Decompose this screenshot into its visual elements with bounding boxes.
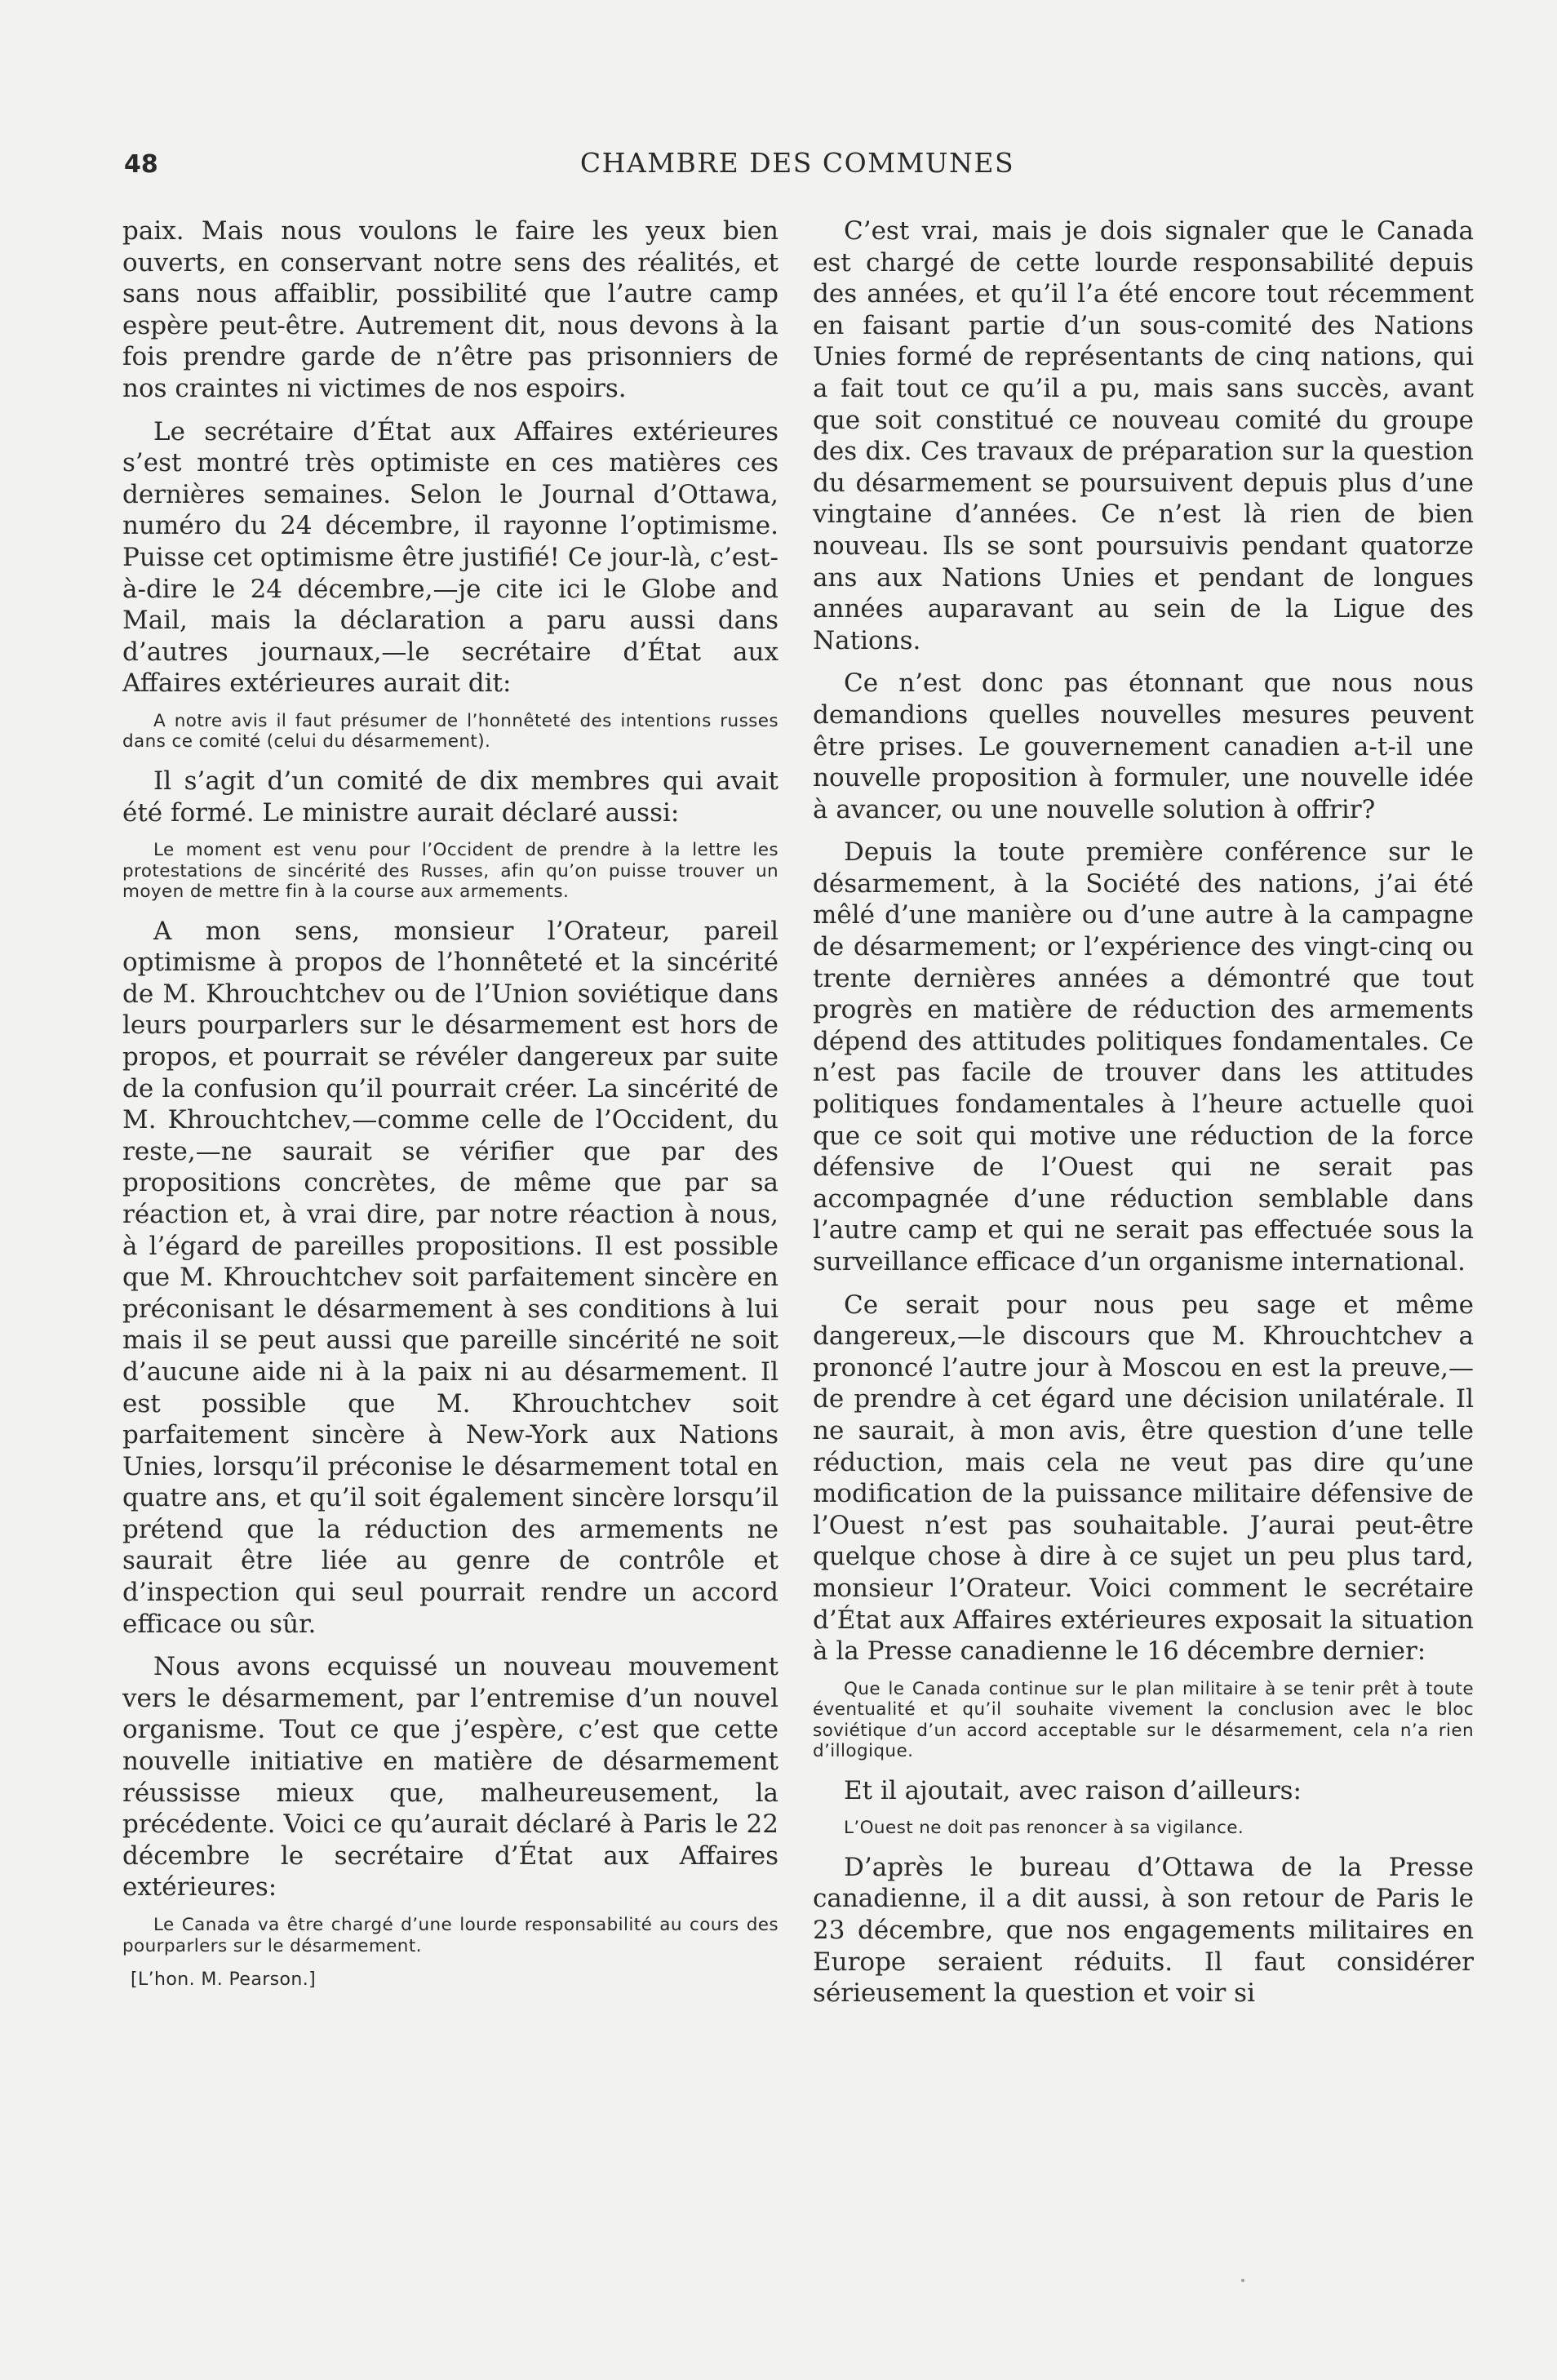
paragraph: Le secrétaire d’État aux Affaires extérieures s’est montré très optimiste en ces matières ces dernières semaines. Selon le Journal d’Ottawa, numéro du 24 décembre, il rayonne l’optimisme. Puisse cet optimisme être justifié! Ce jour-là, c’est-à-dire le 24 décembre,—je cite ici le Globe and Mail, mais la déclaration a paru aussi dans d’autres journaux,—le secrétaire d’État aux Affaires extérieures aurait dit:: [122, 416, 778, 699]
left-column: [122, 215, 778, 1991]
paragraph: paix. Mais nous voulons le faire les yeux bien ouverts, en conservant notre sens des réalités, et sans nous affaiblir, possibilité que l’autre camp espère peut-être. Autrement dit, nous devons à la fois prendre garde de n’être pas prisonniers de nos craintes ni victimes de nos espoirs.: [122, 216, 778, 403]
paragraph: Nous avons ecquissé un nouveau mouvement vers le désarmement, par l’entremise d’un nouvel organisme. Tout ce que j’espère, c’est que cette nouvelle initiative en matière de désarmement réussisse mieux que, malheureusement, la précédente. Voici ce qu’aurait déclaré à Paris le 22 décembre le secrétaire d’État aux Affaires extérieures:: [122, 1652, 778, 1903]
block-quote: L’Ouest ne doit pas renoncer à sa vigilance.: [844, 1818, 1244, 1839]
scan-speck: [1241, 2279, 1244, 2282]
paragraph: Ce serait pour nous peu sage et même dangereux,—le discours que M. Khrouchtchev a prononcé l’autre jour à Moscou en est la preuve,—de prendre à cet égard une décision unilatérale. Il ne saurait, à mon avis, être question d’une telle réduction, mais cela ne veut pas dire qu’une modification de la puissance militaire défensive de l’Ouest n’est pas souhaitable. J’aurai peut-être quelque chose à dire à ce sujet un peu plus tard, monsieur l’Orateur. Voici comment le secrétaire d’État aux Affaires extérieures exposait la situation à la Presse canadienne le 16 décembre dernier:: [813, 1290, 1474, 1667]
running-head: CHAMBRE DES COMMUNES: [579, 147, 1015, 179]
speaker-attribution: [L’hon. M. Pearson.]: [131, 1969, 317, 1990]
block-quote: Que le Canada continue sur le plan militaire à se tenir prêt à toute éventualité et qu’il souhaite vivement la conclusion avec le bloc soviétique d’un accord acceptable sur le désarmement, cela n’a rien d’illogique.: [813, 1678, 1474, 1762]
paragraph: Et il ajoutait, avec raison d’ailleurs:: [844, 1775, 1302, 1805]
paragraph: C’est vrai, mais je dois signaler que le Canada est chargé de cette lourde responsabilité depuis des années, et qu’il l’a été encore tout récemment en faisant partie d’un sous-comité des Nations Unies formé de représentants de cinq nations, qui a fait tout ce qu’il a pu, mais sans succès, avant que soit constitué ce nouveau comité du groupe des dix. Ces travaux de préparation sur la question du désarmement se poursuivent depuis plus d’une vingtaine d’années. Ce n’est là rien de bien nouveau. Ils se sont poursuivis pendant quatorze ans aux Nations Unies et pendant de longues années auparavant au sein de la Ligue des Nations.: [813, 216, 1474, 655]
right-column: [813, 215, 1474, 2021]
block-quote: A notre avis il faut présumer de l’honnêteté des intentions russes dans ce comité (celui du désarmement).: [122, 710, 778, 753]
page-header: [124, 147, 1470, 188]
page-number: 48: [124, 150, 158, 179]
paragraph: Depuis la toute première conférence sur le désarmement, à la Société des nations, j’ai été mêlé d’une manière ou d’une autre à la campagne de désarmement; or l’expérience des vingt-cinq ou trente dernières années a démontré que tout progrès en matière de réduction des armements dépend des attitudes politiques fondamentales. Ce n’est pas facile de trouver dans les attitudes politiques fondamentales à l’heure actuelle quoi que ce soit qui motive une réduction de la force défensive de l’Ouest qui ne serait pas accompagnée d’une réduction semblable dans l’autre camp et qui ne serait pas effectuée sous la surveillance efficace d’un organisme international.: [813, 837, 1474, 1277]
block-quote: Le moment est venu pour l’Occident de prendre à la lettre les protestations de sincérité des Russes, afin qu’on puisse trouver un moyen de mettre fin à la course aux armements.: [122, 840, 778, 903]
paragraph: A mon sens, monsieur l’Orateur, pareil optimisme à propos de l’honnêteté et la sincérité de M. Khrouchtchev ou de l’Union soviétique dans leurs pourparlers sur le désarmement est hors de propos, et pourrait se révéler dangereux par suite de la confusion qu’il pourrait créer. La sincérité de M. Khrouchtchev,—comme celle de l’Occident, du reste,—ne saurait se vérifier que par des propositions concrètes, de même que par sa réaction et, à vrai dire, par notre réaction à nous, à l’égard de pareilles propositions. Il est possible que M. Khrouchtchev soit parfaitement sincère en préconisant le désarmement à ses conditions à lui mais il se peut aussi que pareille sincérité ne soit d’aucune aide ni à la paix ni au désarmement. Il est possible que M. Khrouchtchev soit parfaitement sincère à New-York aux Nations Unies, lorsqu’il préconise le désarmement total en quatre ans, et qu’il soit également sincère lorsqu’il prétend que la réduction des armements ne saurait être liée au genre de contrôle et d’inspection qui seul pourrait rendre un accord efficace ou sûr.: [122, 916, 778, 1639]
paragraph: D’après le bureau d’Ottawa de la Presse canadienne, il a dit aussi, à son retour de Paris le 23 décembre, que nos engagements militaires en Europe seraient réduits. Il faut considérer sérieusement la question et voir si: [813, 1852, 1474, 2009]
block-quote: Le Canada va être chargé d’une lourde responsabilité au cours des pourparlers sur le désarmement.: [122, 1915, 778, 1956]
paragraph: Ce n’est donc pas étonnant que nous nous demandions quelles nouvelles mesures peuvent être prises. Le gouvernement canadien a-t-il une nouvelle proposition à formuler, une nouvelle idée à avancer, ou une nouvelle solution à offrir?: [813, 668, 1474, 824]
paragraph: Il s’agit d’un comité de dix membres qui avait été formé. Le ministre aurait déclaré aussi:: [122, 766, 778, 828]
